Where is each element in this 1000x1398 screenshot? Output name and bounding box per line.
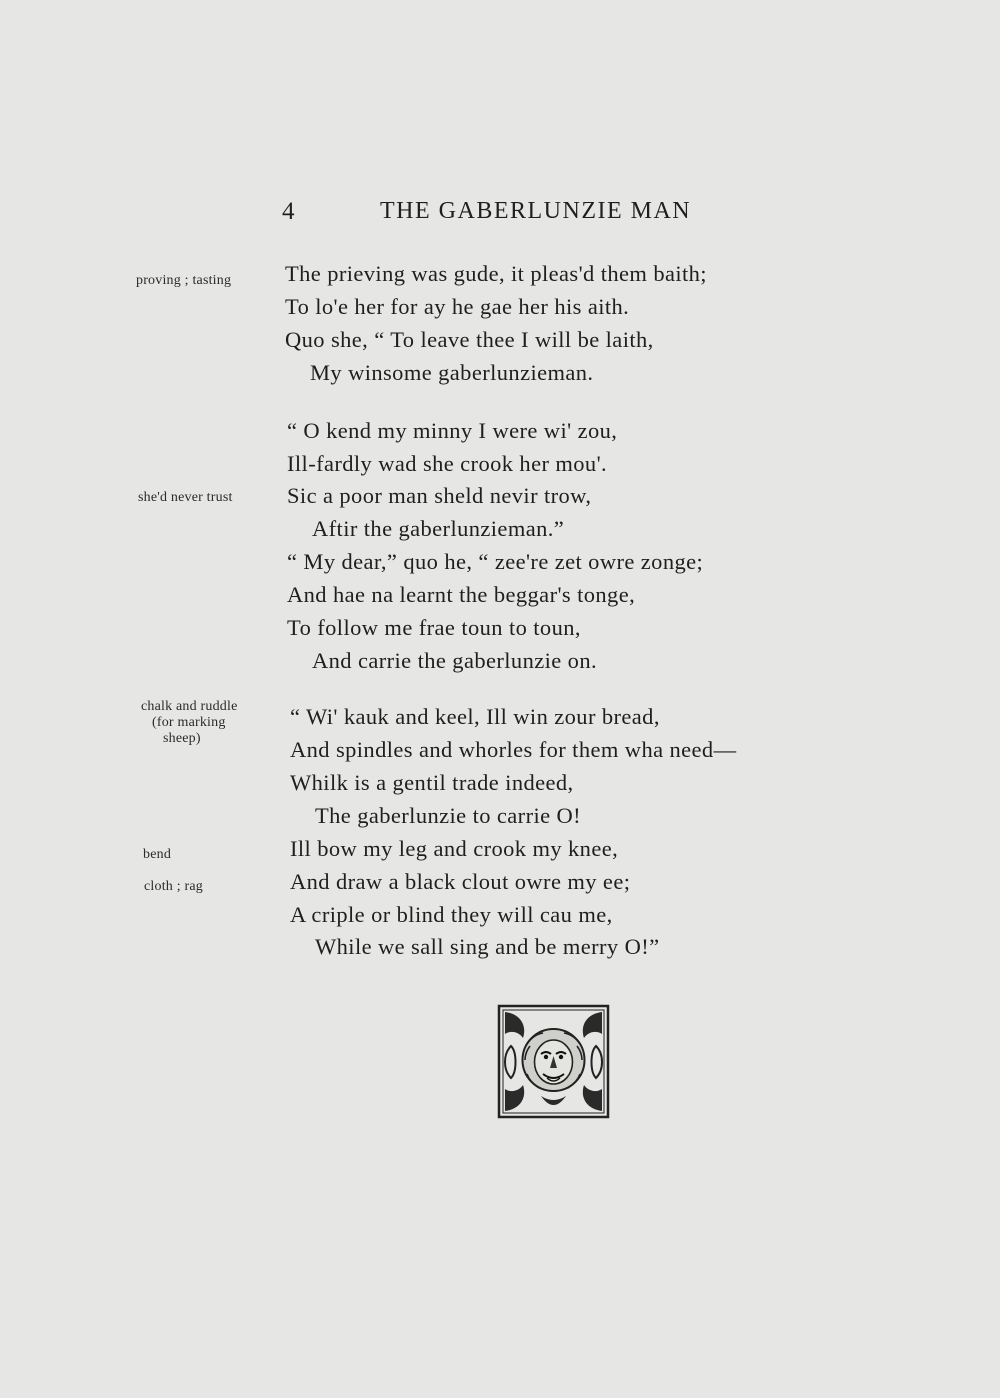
gloss-chalk-line-3: sheep) — [163, 731, 201, 746]
verse-line: To lo'e her for ay he gae her his aith. — [285, 294, 630, 319]
verse-line: To follow me frae toun to toun, — [287, 615, 581, 640]
verse-line: And hae na learnt the beggar's tonge, — [287, 582, 636, 607]
verse-line: Whilk is a gentil trade indeed, — [290, 770, 574, 795]
page-header — [0, 198, 1000, 238]
verse-line: Aftir the gaberlunzieman.” — [312, 516, 565, 541]
verse-line: The gaberlunzie to carrie O! — [315, 803, 582, 828]
lion-head-ornament-icon — [497, 1004, 610, 1119]
verse-line: Ill bow my leg and crook my knee, — [290, 836, 619, 861]
gloss-cloth: cloth ; rag — [144, 879, 203, 894]
page-number: 4 — [282, 198, 296, 225]
verse-line: And draw a black clout owre my ee; — [290, 869, 631, 894]
gloss-chalk-line-2: (for marking — [152, 715, 226, 730]
verse-line: “ Wi' kauk and keel, Ill win zour bread, — [290, 704, 660, 729]
verse-line: The prieving was gude, it pleas'd them baith; — [285, 261, 707, 286]
verse-line: And spindles and whorles for them wha need— — [290, 737, 737, 762]
gloss-bend: bend — [143, 847, 172, 862]
verse-line: Ill-fardly wad she crook her mou'. — [287, 451, 608, 476]
verse-line: “ O kend my minny I were wi' zou, — [287, 418, 618, 443]
verse-line: A criple or blind they will cau me, — [290, 902, 613, 927]
gloss-proving: proving ; tasting — [136, 273, 232, 288]
running-title: THE GABERLUNZIE MAN — [380, 198, 692, 224]
verse-line: “ My dear,” quo he, “ zee're zet owre zonge; — [287, 549, 704, 574]
gloss-chalk-line-1: chalk and ruddle — [141, 699, 238, 714]
verse-line: While we sall sing and be merry O!” — [315, 934, 660, 959]
verse-line: And carrie the gaberlunzie on. — [312, 648, 597, 673]
verse-line: Quo she, “ To leave thee I will be laith, — [285, 327, 654, 352]
verse-line: My winsome gaberlunzieman. — [310, 360, 594, 385]
gloss-never-trust: she'd never trust — [138, 490, 233, 505]
verse-line: Sic a poor man sheld nevir trow, — [287, 483, 592, 508]
